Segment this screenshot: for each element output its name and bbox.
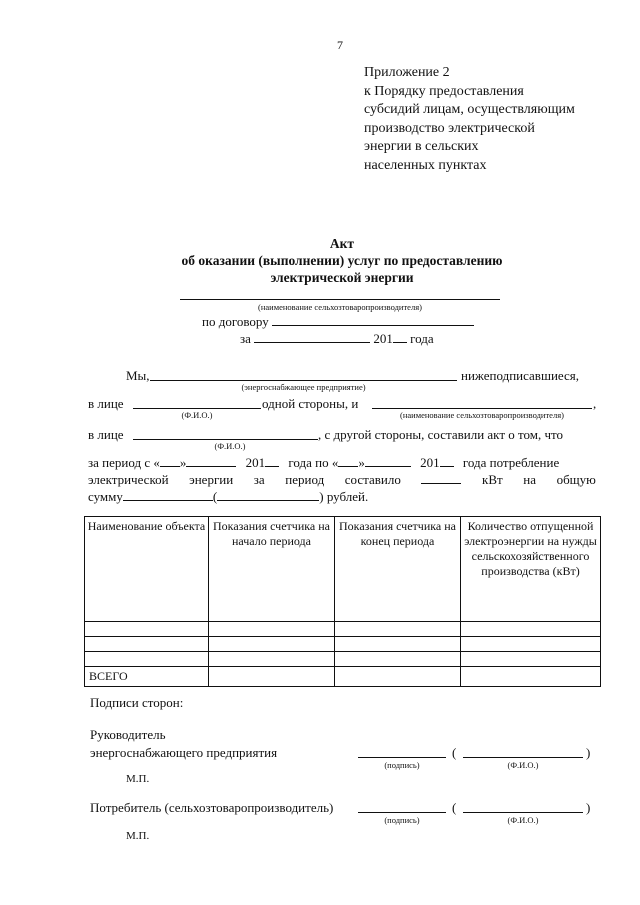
fio-sign-caption: (Ф.И.О.) [507,760,539,770]
energy-word: энергии [189,472,234,487]
period-sentence [88,455,559,471]
header-object: Наименование объекта [85,517,209,622]
paren-open: ( [452,745,457,760]
supplier-name-field[interactable] [150,380,457,381]
table-cell[interactable] [209,667,335,687]
fio-caption-2: (Ф.И.О.) [214,441,246,451]
appendix-line: производство электрической [364,120,535,136]
sum-words-field[interactable] [217,489,319,501]
quote-close: » [179,455,187,470]
supplier-caption: (энергоснабжающее предприятие) [241,382,366,392]
sum-label: сумму [88,489,123,504]
table-total-row [85,667,601,687]
paren-open-2: ( [452,800,457,815]
table-cell[interactable] [85,652,209,667]
period-to-label: года по « [288,455,339,470]
energy-line [88,472,596,488]
table-cell[interactable] [85,637,209,652]
in-person-label: в лице [88,396,124,411]
energy-word: на [523,472,536,487]
sum-rubles-label: ) рублей. [319,489,369,504]
we-label: Мы, [126,368,150,383]
signature-caption-2: (подпись) [384,815,420,825]
supplier-fio-sign-field[interactable] [463,757,583,758]
one-side-label: одной стороны, и [262,396,359,411]
quote-close-2: » [358,455,365,470]
table-cell[interactable] [335,667,461,687]
table-cell[interactable] [85,622,209,637]
month-from-field[interactable] [186,455,236,467]
producer-caption: (наименование сельхозтоваропроизводителя) [258,302,422,312]
supplier-fio-field[interactable] [133,408,261,409]
energy-word: составило [344,472,401,487]
year-from-field[interactable] [265,455,279,467]
in-person-label-2: в лице [88,427,124,442]
producer-name-field[interactable] [180,299,500,300]
appendix-line: к Порядку предоставления [364,83,524,99]
contract-label: по договору [202,314,269,329]
appendix-line: населенных пунктах [364,157,487,173]
table-cell[interactable] [461,652,601,667]
signature-caption: (подпись) [384,760,420,770]
header-quantity: Количество отпущенной электроэнергии на нужды сельскохозяйственного производства (кВт) [461,517,601,622]
other-side-label: , с другой стороны, составили акт о том, что [318,427,564,442]
contract-line [202,314,474,330]
producer-name-field-2[interactable] [372,408,592,409]
fio-caption: (Ф.И.О.) [181,410,213,420]
comma: , [593,396,597,411]
paren-close: ) [586,745,591,760]
seal-label-2: М.П. [126,830,150,842]
month-to-field[interactable] [365,455,411,467]
year-field[interactable] [393,331,407,343]
doc-subtitle-2: электрической энергии [270,270,414,285]
energy-word: кВт [482,472,503,487]
energy-word: период [285,472,325,487]
table-cell[interactable] [335,637,461,652]
supplier-title-1: Руководитель [90,727,166,742]
energy-word: за [253,472,265,487]
table-cell[interactable] [335,652,461,667]
supplier-signature-field[interactable] [358,757,446,758]
consumption-label: года потребление [462,455,560,470]
kwh-field[interactable] [421,472,461,484]
table-header-row [85,517,601,622]
period-header-line [240,331,434,347]
paren-open: ( [212,489,218,504]
day-to-field[interactable] [338,455,358,467]
page-number: 7 [337,38,343,52]
contract-number-field[interactable] [272,314,474,326]
table-cell[interactable] [209,652,335,667]
producer-caption-2: (наименование сельхозтоваропроизводителя) [400,410,564,420]
paren-close-2: ) [586,800,591,815]
total-label: ВСЕГО [85,667,209,687]
consumer-signature-field[interactable] [358,812,446,813]
table-cell[interactable] [209,637,335,652]
doc-subtitle: об оказании (выполнении) услуг по предоставлению [181,253,503,268]
appendix-line: Приложение 2 [364,65,450,80]
doc-title: Акт [329,236,355,251]
year-prefix: 201 [373,331,393,346]
fio-sign-caption-2: (Ф.И.О.) [507,815,539,825]
consumer-fio-sign-field[interactable] [463,812,583,813]
table-row [85,622,601,637]
year-from-prefix: 201 [245,455,266,470]
energy-word: общую [556,472,596,487]
signatures-heading: Подписи сторон: [90,695,184,710]
seal-label: М.П. [126,773,150,785]
table-cell[interactable] [461,622,601,637]
period-field[interactable] [254,331,370,343]
appendix-block [364,64,575,175]
consumer-title: Потребитель (сельхозтоваропроизводитель) [90,800,334,815]
supplier-title-2: энергоснабжающего предприятия [90,745,278,760]
sum-field[interactable] [123,489,213,501]
table-cell[interactable] [209,622,335,637]
table-row [85,652,601,667]
table-cell[interactable] [461,637,601,652]
year-to-prefix: 201 [420,455,440,470]
producer-fio-field[interactable] [133,439,318,440]
header-start-reading: Показания счетчика на начало периода [209,517,335,622]
appendix-line: энергии в сельских [364,139,479,154]
appendix-line: субсидий лицам, осуществляющим [364,102,575,117]
period-from-label: за период с « [88,455,160,470]
table-cell[interactable] [461,667,601,687]
energy-table [84,516,601,687]
energy-word: электрической [88,472,169,487]
year-word: года [410,331,434,346]
undersigned-label: нижеподписавшиеся, [461,368,580,383]
header-end-reading: Показания счетчика на конец периода [335,517,461,622]
day-from-field[interactable] [160,455,180,467]
sum-line [88,489,368,505]
table-row [85,637,601,652]
period-prefix: за [240,331,251,346]
table-cell[interactable] [335,622,461,637]
year-to-field[interactable] [440,455,454,467]
